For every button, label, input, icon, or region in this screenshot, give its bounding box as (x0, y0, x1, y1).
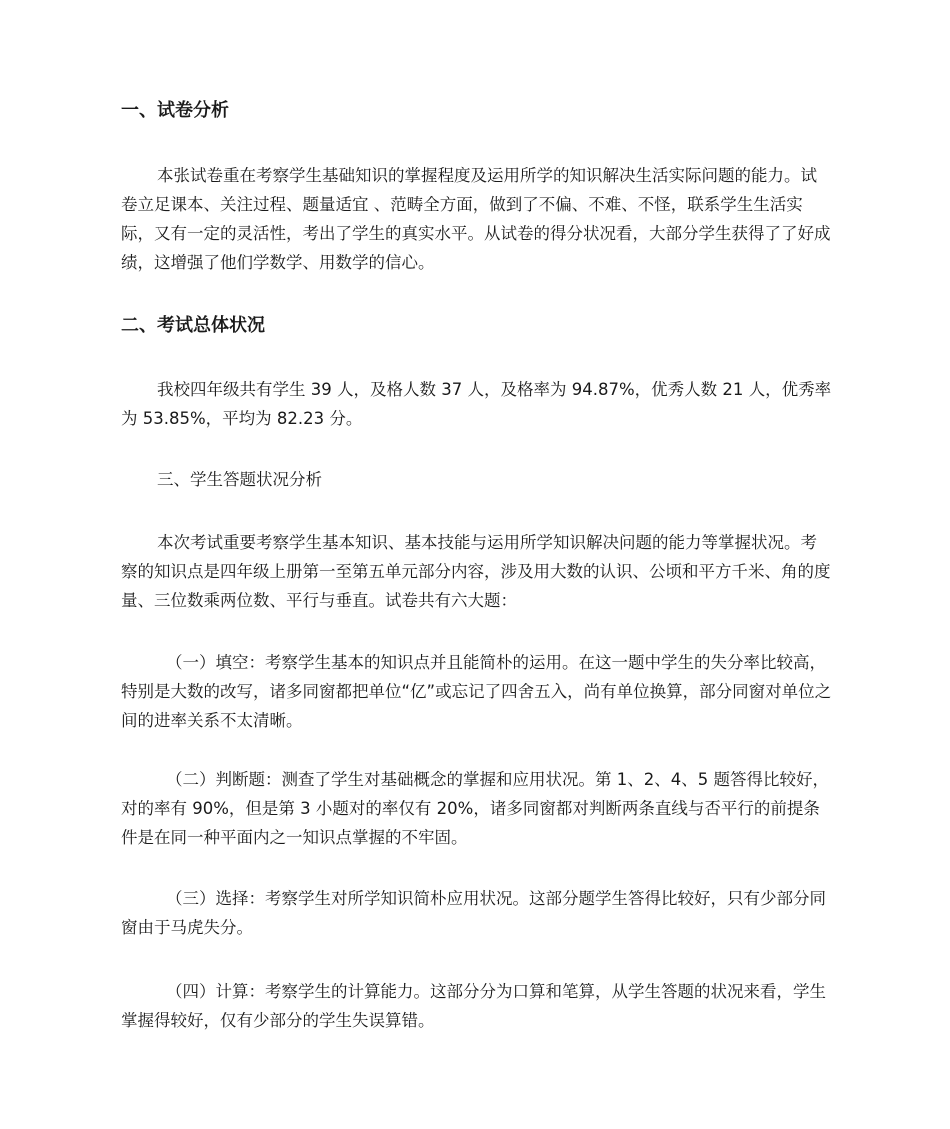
list-item-true-false: （二）判断题：测查了学生对基础概念的掌握和应用状况。第 1、2、4、5 题答得比较好，对的率有 90%，但是第 3 小题对的率仅有 20%，诸多同窗都对判断两条直线与否平行的前提条件是在同一种平面内之一知识点掌握的不牢固。 (121, 770, 829, 847)
list-item-multiple-choice: （三）选择：考察学生对所学知识简朴应用状况。这部分题学生答得比较好，只有少部分同窗由于马虎失分。 (121, 889, 826, 937)
paragraph-exam-analysis: 本张试卷重在考察学生基础知识的掌握程度及运用所学的知识解决生活实际问题的能力。试卷立足课本、关注过程、题量适宜 、范畴全方面，做到了不偏、不难、不怪，联系学生生活实际，又有一定的灵活性，考出了学生的真实水平。从试卷的得分状况看，大部分学生获得了了好成绩，这增强了他们学数学、用数学的信心。 (121, 166, 831, 272)
section-heading-answer-analysis: 三、学生答题状况分析 (157, 470, 322, 489)
list-item-fill-in-blank: （一）填空：考察学生基本的知识点并且能简朴的运用。在这一题中学生的失分率比较高，特别是大数的改写，诸多同窗都把单位“亿”或忘记了四舍五入，尚有单位换算，部分同窗对单位之间的进率关系不太清晰。 (121, 653, 832, 730)
section-heading-exam-analysis: 一、试卷分析 (121, 100, 229, 121)
section-heading-overall-status: 二、考试总体状况 (121, 315, 265, 336)
paragraph-answer-analysis-intro: 本次考试重要考察学生基本知识、基本技能与运用所学知识解决问题的能力等掌握状况。考察的知识点是四年级上册第一至第五单元部分内容，涉及用大数的认识、公顷和平方千米、角的度量、三位数乘两位数、平行与垂直。试卷共有六大题： (121, 533, 831, 610)
list-item-calculation: （四）计算：考察学生的计算能力。这部分分为口算和笔算，从学生答题的状况来看，学生掌握得较好，仅有少部分的学生失误算错。 (121, 982, 826, 1030)
paragraph-overall-status: 我校四年级共有学生 39 人，及格人数 37 人，及格率为 94.87%，优秀人数 21 人，优秀率为 53.85%，平均为 82.23 分。 (121, 380, 832, 428)
